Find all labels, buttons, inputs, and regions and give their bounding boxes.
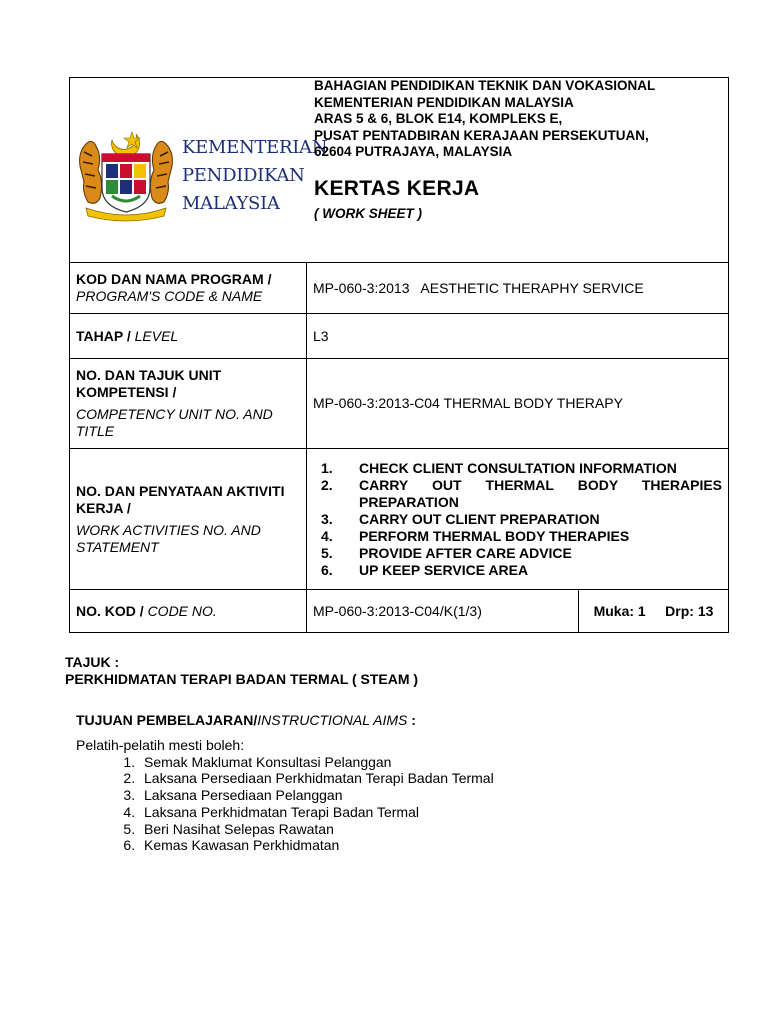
item-text: CHECK CLIENT CONSULTATION INFORMATION [359,459,677,476]
list-item: 1. Semak Maklumat Konsultasi Pelanggan [139,754,494,771]
code-label-bold: NO. KOD / [76,602,144,619]
list-item [313,477,722,511]
ministry-wordmark [182,134,327,218]
work-activities-label-italic: WORK ACTIVITIES NO. AND STATEMENT [76,521,261,555]
worksheet-header-table [69,77,729,633]
wordmark-line-3: MALAYSIA [182,193,280,214]
address-line: PUSAT PENTADBIRAN KERAJAAN PERSEKUTUAN, [314,127,649,143]
level-label-bold: TAHAP / [76,327,131,344]
code-label [70,590,307,633]
aims-list [76,754,494,854]
instructional-aims-heading [76,712,416,728]
aims-label-colon: : [407,712,416,728]
program-label-italic: PROGRAM'S CODE & NAME [76,288,263,304]
code-label-italic: CODE NO. [147,602,217,619]
item-text: CARRY OUT THERMAL BODY THERAPIES PREPARATION [359,476,723,510]
work-activities-label-bold: NO. DAN PENYATAAN AKTIVITI KERJA / [76,482,285,516]
document-subtitle: ( WORK SHEET ) [314,206,422,221]
list-item: 3. Laksana Persediaan Pelanggan [139,787,494,804]
wordmark-line-1: KEMENTERIAN [182,137,328,158]
list-item: 6. Kemas Kawasan Perkhidmatan [139,837,494,854]
address-line: 62604 PUTRAJAYA, MALAYSIA [314,144,513,159]
program-label [70,263,307,314]
work-activities-list-cell [307,449,729,590]
item-text: UP KEEP SERVICE AREA [359,561,529,578]
level-label-italic: LEVEL [134,327,179,344]
level-label [70,314,307,359]
instructional-aims [76,737,494,854]
address-line: KEMENTERIAN PENDIDIKAN MALAYSIA [314,94,574,110]
list-item [313,460,722,477]
code-value: MP-060-3:2013-C04/K(1/3) [307,590,579,633]
competency-unit-value: MP-060-3:2013-C04 THERMAL BODY THERAPY [307,359,729,449]
work-activities-row [70,449,729,590]
topic-label: TAJUK : [65,654,120,670]
list-item: 2. Laksana Persediaan Perkhidmatan Terapi Badan Termal [139,770,494,787]
item-number: 5. [321,544,333,561]
item-text: PROVIDE AFTER CARE ADVICE [359,544,572,561]
page-number-cell [579,590,729,633]
topic-title: PERKHIDMATAN TERAPI BADAN TERMAL ( STEAM ) [65,671,419,687]
item-number: 2. [321,476,333,493]
list-item [313,528,722,545]
list-item [313,511,722,528]
aims-label-italic: INSTRUCTIONAL AIMS [257,712,408,728]
item-number: 1. [321,459,333,476]
item-text: CARRY OUT CLIENT PREPARATION [359,510,600,527]
aims-label-bold: TUJUAN PEMBELAJARAN/ [76,712,258,728]
page-total: Drp: 13 [665,602,714,619]
competency-unit-label [70,359,307,449]
aims-intro: Pelatih-pelatih mesti boleh: [76,737,245,753]
item-number: 6. [321,561,333,578]
work-activities-label [70,449,307,590]
program-label-bold: KOD DAN NAMA PROGRAM / [76,271,272,287]
list-item [313,562,722,579]
list-item: 4. Laksana Perkhidmatan Terapi Badan Termal [139,804,494,821]
address-line: BAHAGIAN PENDIDIKAN TEKNIK DAN VOKASIONAL [314,78,656,93]
item-number: 4. [321,527,333,544]
work-activities-list [313,460,722,579]
page-number: Muka: 1 [593,602,646,619]
ministry-address [314,78,655,161]
list-item [313,545,722,562]
competency-unit-label-italic: COMPETENCY UNIT NO. AND TITLE [76,406,273,439]
competency-unit-row [70,359,729,449]
program-value: MP-060-3:2013 AESTHETIC THERAPHY SERVICE [307,263,729,314]
coat-of-arms-icon [76,126,176,224]
item-text: PERFORM THERMAL BODY THERAPIES [359,527,630,544]
document-title: KERTAS KERJA [314,177,480,200]
level-row [70,314,729,359]
item-number: 3. [321,510,333,527]
topic-block [65,654,418,688]
program-row [70,263,729,314]
wordmark-line-2: PENDIDIKAN [182,165,305,186]
level-value: L3 [307,314,729,359]
list-item: 5. Beri Nasihat Selepas Rawatan [139,821,494,838]
competency-unit-label-bold: NO. DAN TAJUK UNIT KOMPETENSI / [76,367,222,400]
ministry-logo [74,126,328,226]
letterhead [70,78,729,263]
code-row [70,590,729,633]
address-line: ARAS 5 & 6, BLOK E14, KOMPLEKS E, [314,111,563,126]
